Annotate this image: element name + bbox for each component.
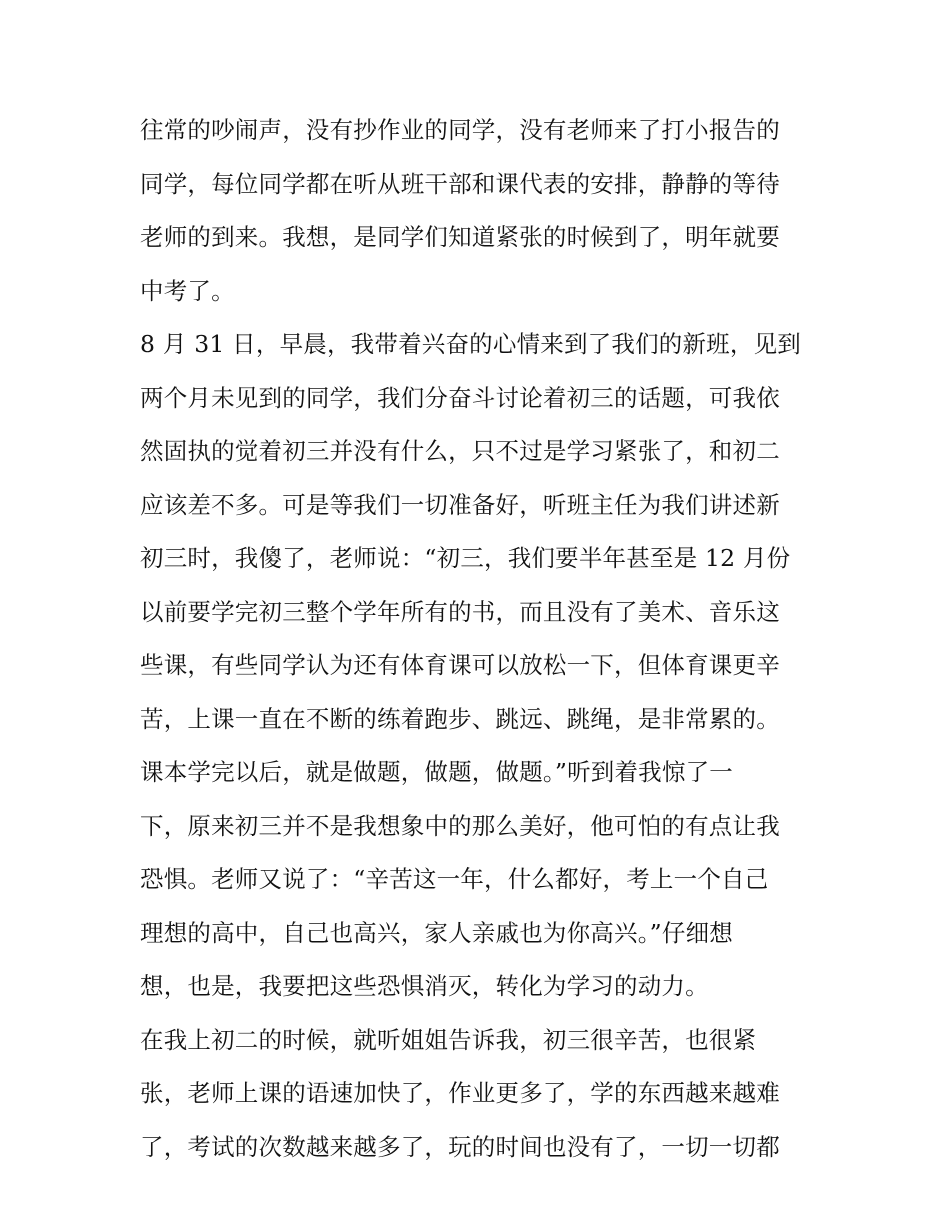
text-line: 然固执的觉着初三并没有什么，只不过是学习紧张了，和初二 (140, 437, 780, 465)
text-line: 老师的到来。我想，是同学们知道紧张的时候到了，明年就要 (140, 223, 780, 251)
text-line: 以前要学完初三整个学年所有的书，而且没有了美术、音乐这 (140, 597, 780, 626)
text-line: 张，老师上课的语速加快了，作业更多了，学的东西越来越难 (140, 1079, 780, 1107)
text-line: 8 月 31 日，早晨，我带着兴奋的心情来到了我们的新班，见到 (140, 330, 801, 358)
text-line: 理想的高中，自己也高兴，家人亲戚也为你高兴。”仔细想 (140, 918, 733, 947)
text-line: 些课，有些同学认为还有体育课可以放松一下，但体育课更辛 (140, 651, 780, 679)
text-line: 苦，上课一直在不断的练着跑步、跳远、跳绳，是非常累的。 (140, 704, 780, 733)
text-line: 恐惧。老师又说了：“辛苦这一年，什么都好，考上一个自己 (140, 865, 769, 893)
text-line: 同学，每位同学都在听从班干部和课代表的安排，静静的等待 (140, 169, 780, 198)
text-line: 两个月未见到的同学，我们分奋斗讨论着初三的话题，可我依 (140, 383, 780, 412)
text-line: 中考了。 (140, 276, 235, 305)
text-line: 了，考试的次数越来越多了，玩的时间也没有了，一切一切都 (140, 1132, 780, 1161)
text-line: 在我上初二的时候，就听姐姐告诉我，初三很辛苦，也很紧 (140, 1025, 757, 1054)
text-line: 往常的吵闹声，没有抄作业的同学，没有老师来了打小报告的 (140, 116, 780, 144)
text-line: 初三时，我傻了，老师说：“初三，我们要半年甚至是 12 月份 (140, 544, 791, 572)
text-line: 课本学完以后，就是做题，做题，做题。”听到着我惊了一 (140, 758, 733, 786)
text-line: 想，也是，我要把这些恐惧消灭，转化为学习的动力。 (140, 972, 709, 1000)
text-line: 下，原来初三并不是我想象中的那么美好，他可怕的有点让我 (140, 811, 780, 840)
essay-text-body (140, 104, 830, 1174)
text-line: 应该差不多。可是等我们一切准备好，听班主任为我们讲述新 (140, 490, 780, 519)
